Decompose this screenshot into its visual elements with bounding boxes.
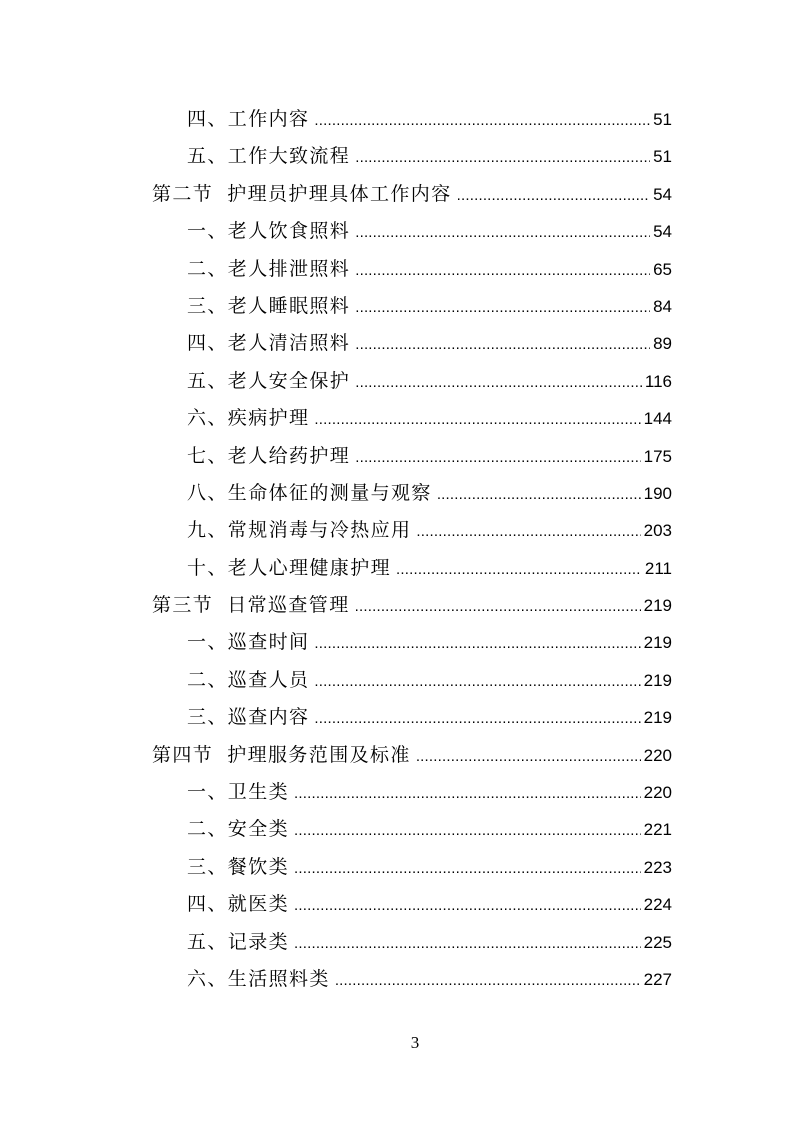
toc-entry-page: 51 [653,147,672,167]
dot-leader [437,476,641,513]
toc-entry [0,251,793,288]
toc-entry [0,550,793,587]
toc-entry-page: 211 [644,558,672,578]
toc-entry-title: 七、老人给药护理 [187,444,351,467]
toc-entry-title: 六、疾病护理 [187,407,310,430]
toc-section-title: 护理员护理具体工作内容 [227,182,452,205]
toc-entry-page: 220 [643,745,672,765]
toc-entry-page: 219 [643,708,672,728]
dot-leader [416,513,640,550]
toc-entry-title: 三、老人睡眠照料 [187,294,351,317]
dot-leader [355,439,640,476]
toc-entry-page: 224 [643,895,672,915]
toc-entry-page: 223 [643,857,672,877]
page-number: 3 [410,1033,420,1052]
toc-section-entry [0,176,793,213]
dot-leader [355,252,650,289]
toc-entry-title: 四、就医类 [187,893,290,916]
dot-leader [457,177,650,214]
toc-entry [0,438,793,475]
dot-leader [396,551,642,588]
toc-entry-page: 89 [653,334,672,354]
toc-entry [0,288,793,325]
toc-entry-title: 四、工作内容 [187,108,310,130]
dot-leader [314,401,640,438]
toc-entry-title: 五、记录类 [187,930,290,953]
toc-entry-title: 二、巡查人员 [187,668,310,691]
dot-leader [416,738,641,775]
toc-entry-title: 八、生命体征的测量与观察 [187,481,432,504]
toc-entry-page: 84 [653,296,672,316]
toc-section-entry [0,587,793,624]
dot-leader [355,139,650,176]
toc-entry-title: 四、老人清洁照料 [187,332,351,355]
toc-entry-page: 175 [643,446,672,466]
toc-entry-title: 五、老人安全保护 [187,369,351,392]
toc-entry-page: 220 [643,783,672,803]
toc-entry [0,213,793,250]
dot-leader [355,364,642,401]
toc-entry [0,101,793,138]
toc-entry [0,475,793,512]
toc-entry-title: 一、巡查时间 [187,631,310,654]
dot-leader [355,326,650,363]
toc-entry [0,512,793,549]
toc-entry-title: 一、卫生类 [187,781,290,804]
toc-entry-page: 219 [643,596,672,616]
toc-entry-title: 三、餐饮类 [187,855,290,878]
toc-section-entry [0,737,793,774]
toc-section-title: 日常巡查管理 [227,594,350,617]
dot-leader [355,588,641,625]
dot-leader [335,962,641,999]
toc-entry [0,961,793,998]
dot-leader [314,663,640,700]
toc-entry [0,325,793,362]
toc-section-title: 护理服务范围及标准 [227,743,411,766]
dot-leader [294,812,641,849]
toc-entry-page: 54 [653,222,672,242]
toc-entry [0,400,793,437]
dot-leader [294,925,641,962]
toc-entry-title: 二、老人排泄照料 [187,257,351,280]
dot-leader [314,102,650,139]
toc-entry [0,662,793,699]
toc-entry-title: 十、老人心理健康护理 [187,556,392,579]
toc-entry [0,774,793,811]
toc-entry-title: 三、巡查内容 [187,706,310,729]
dot-leader [314,625,640,662]
dot-leader [355,214,650,251]
toc-entry-page: 144 [643,409,672,429]
toc-entry-title: 九、常规消毒与冷热应用 [187,519,412,542]
toc-entry [0,363,793,400]
toc-entry-title: 一、老人饮食照料 [187,220,351,243]
toc-entry-page: 116 [644,371,672,391]
toc-section-label: 第四节 [152,743,214,766]
toc-entry-page: 203 [643,521,672,541]
toc-entry-page: 51 [653,110,672,129]
toc-entry-page: 227 [643,969,672,989]
toc-section-label: 第二节 [152,182,214,205]
toc-entry-page: 219 [643,670,672,690]
toc-entry [0,699,793,736]
toc-entry [0,624,793,661]
toc-entry [0,138,793,175]
toc-entry-page: 190 [643,483,672,503]
toc-entry-page: 54 [653,184,672,204]
toc-entry-page: 219 [643,633,672,653]
toc-entry-title: 五、工作大致流程 [187,145,351,168]
toc-entry-title: 六、生活照料类 [187,967,330,990]
toc-entry [0,849,793,886]
dot-leader [355,289,650,326]
toc-entry [0,811,793,848]
toc-entry-title: 二、安全类 [187,818,290,841]
dot-leader [294,850,641,887]
toc-entry-page: 225 [643,932,672,952]
toc-entry-page: 65 [653,259,672,279]
toc-entry [0,924,793,961]
dot-leader [314,700,640,737]
toc-section-label: 第三节 [152,594,214,617]
dot-leader [294,887,641,924]
table-of-contents [0,101,793,998]
toc-entry [0,886,793,923]
dot-leader [294,775,641,812]
toc-entry-page: 221 [643,820,672,840]
